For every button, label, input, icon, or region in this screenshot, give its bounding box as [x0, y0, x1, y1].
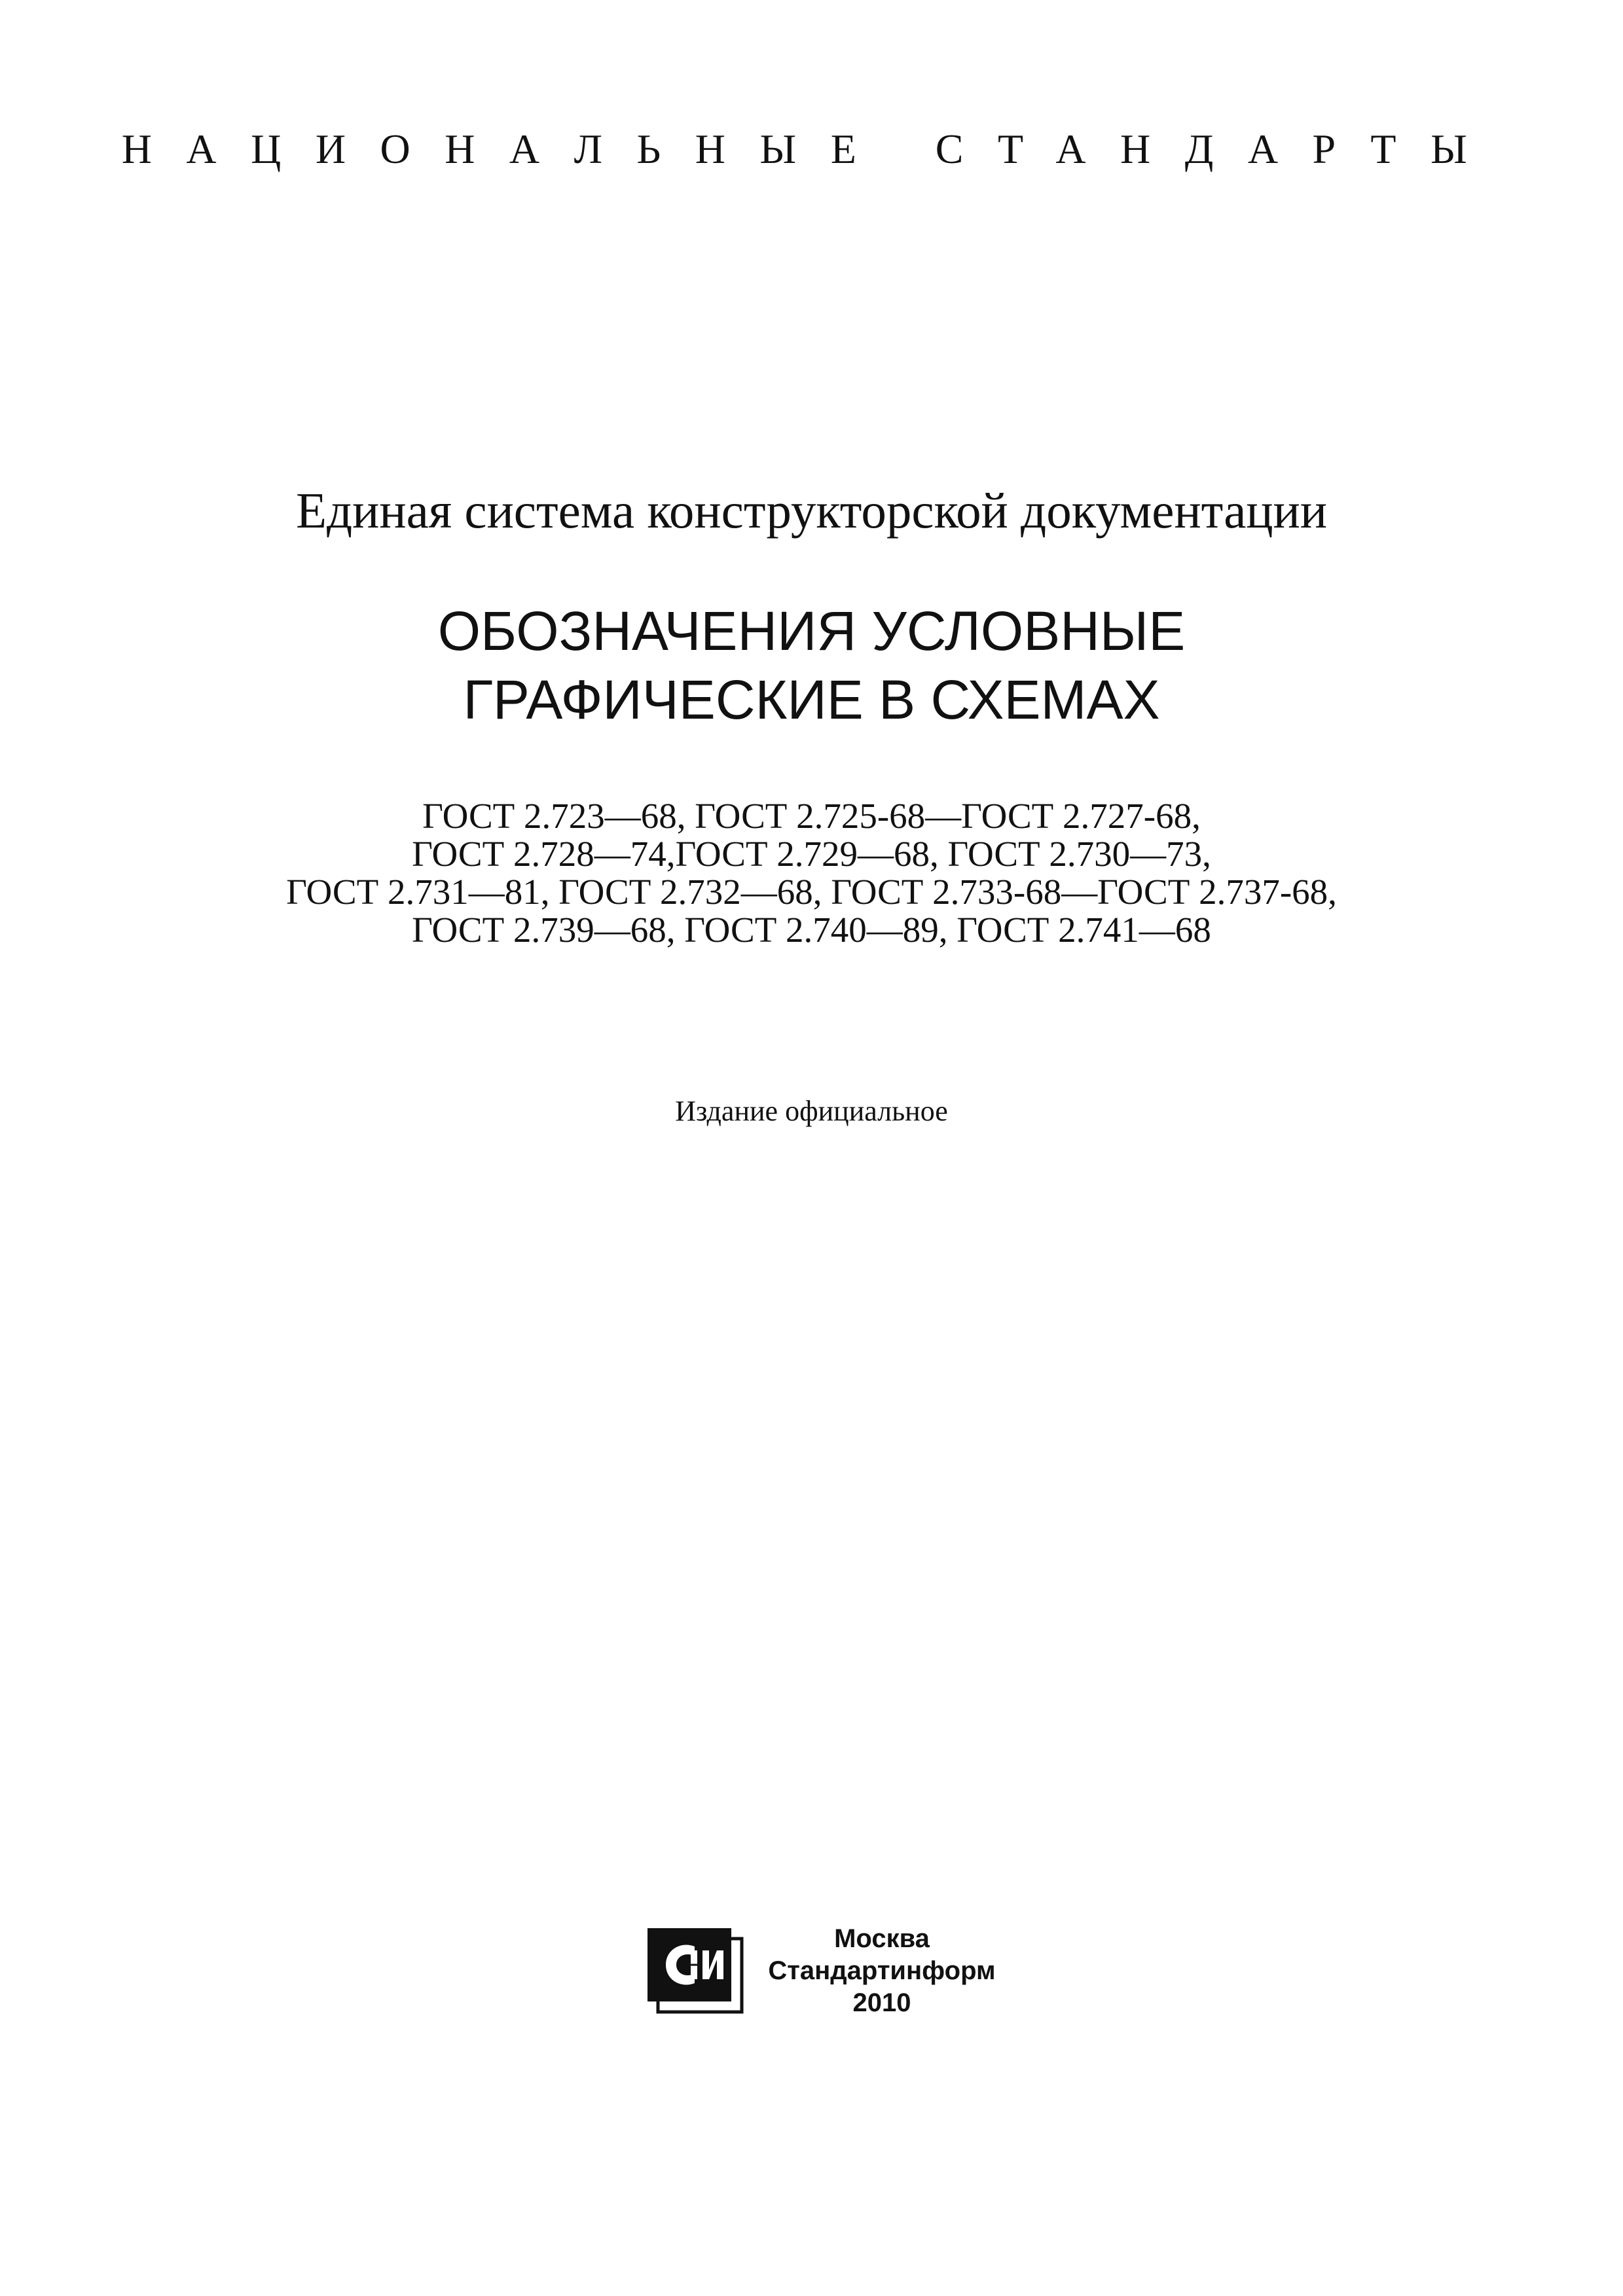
main-title-line-1: ОБОЗНАЧЕНИЯ УСЛОВНЫЕ	[437, 600, 1186, 662]
standards-list	[0, 797, 1623, 949]
standards-line-2: ГОСТ 2.728—74,ГОСТ 2.729—68, ГОСТ 2.730—73,	[412, 834, 1211, 874]
publisher-block	[638, 1918, 1005, 2022]
standards-line-3: ГОСТ 2.731—81, ГОСТ 2.732—68, ГОСТ 2.733-68—ГОСТ 2.737-68,	[286, 872, 1337, 912]
publisher-info	[764, 1923, 1000, 2019]
series-heading: НАЦИОНАЛЬНЫЕ СТАНДАРТЫ	[121, 126, 1502, 172]
standards-line-4: ГОСТ 2.739—68, ГОСТ 2.740—89, ГОСТ 2.741—68	[412, 910, 1211, 950]
standartinform-logo-icon	[644, 1924, 748, 2016]
standards-line-1: ГОСТ 2.723—68, ГОСТ 2.725-68—ГОСТ 2.727-68,	[422, 796, 1201, 836]
main-title	[0, 597, 1623, 734]
publisher-name: Стандартинформ	[768, 1956, 996, 1985]
publisher-year: 2010	[852, 1988, 911, 2017]
system-title: Единая система конструкторской документации	[295, 482, 1328, 539]
edition-label: Издание официальное	[675, 1095, 948, 1127]
main-title-line-2: ГРАФИЧЕСКИЕ В СХЕМАХ	[463, 669, 1160, 730]
publisher-city: Москва	[834, 1924, 930, 1953]
